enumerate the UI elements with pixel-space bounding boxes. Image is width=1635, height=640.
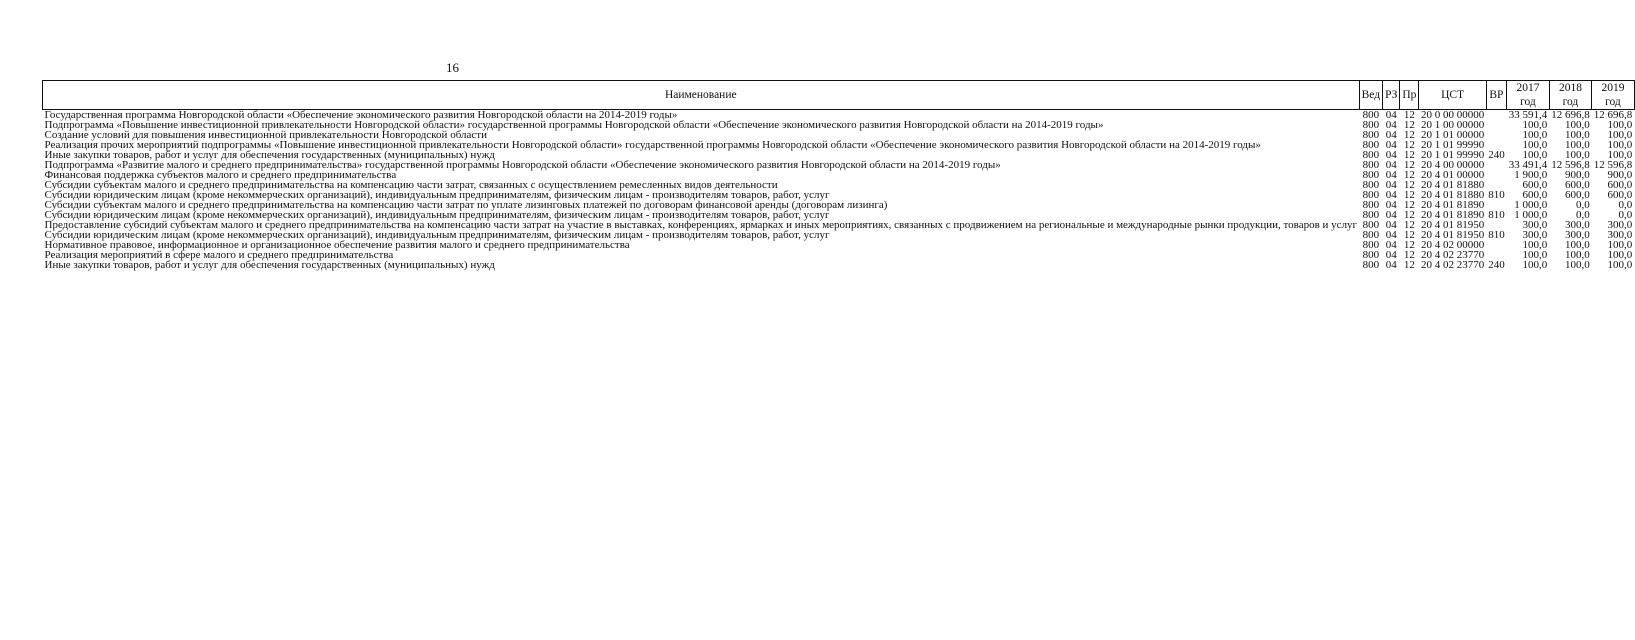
- value-2017-cell: 600,0: [1522, 179, 1548, 191]
- vr-cell: 240: [1488, 259, 1505, 271]
- rz-cell: 04: [1385, 159, 1397, 171]
- value-2018-cell: 600,0: [1564, 189, 1590, 201]
- cst-cell: 20 4 01 81950: [1420, 229, 1485, 241]
- value-2019-cell: 100,0: [1607, 119, 1633, 131]
- vr-cell: 810: [1488, 209, 1505, 221]
- page-number: 16: [446, 60, 459, 75]
- value-2018-cell: 0,0: [1575, 199, 1590, 211]
- value-2018-cell: 300,0: [1564, 229, 1590, 241]
- name-cell: Предоставление субсидий субъектам малого и среднего предпринимательства на компенсацию части затрат на участие в выставках, конференциях, ярмарках и иных мероприятиях, связанных с продвижением на региональные и международные рынки продукции, товаров и услуг: [44, 219, 1358, 231]
- pr-cell: 12: [1403, 199, 1415, 211]
- cst-cell: 20 4 01 81890: [1420, 199, 1485, 211]
- value-2017-cell: 600,0: [1522, 189, 1548, 201]
- ved-cell: 800: [1362, 149, 1380, 161]
- value-2019-cell: 12 596,8: [1593, 159, 1633, 171]
- value-2018-cell: 12 696,8: [1551, 109, 1590, 121]
- ved-cell: 800: [1362, 169, 1380, 181]
- name-cell: Подпрограмма «Развитие малого и среднего предпринимательства» государственной программы Новгородской области «Обеспечение экономического развития Новгородской области на 2014-2019 годы»: [44, 159, 1001, 171]
- value-2019-cell: 0,0: [1618, 199, 1633, 211]
- value-2019-cell: 600,0: [1607, 189, 1633, 201]
- name-cell: Подпрограмма «Повышение инвестиционной привлекательности Новгородской области» государственной программы Новгородской области «Обеспечение экономического развития Новгородской области на 2014-2019 годы»: [44, 119, 1104, 131]
- vr-cell: [1486, 120, 1507, 130]
- name-cell: Иные закупки товаров, работ и услуг для обеспечения государственных (муниципальных) нужд: [44, 149, 495, 161]
- cst-cell: 20 4 00 00000: [1420, 159, 1485, 171]
- pr-cell: 12: [1403, 129, 1415, 141]
- pr-cell: 12: [1403, 249, 1415, 261]
- ved-cell: 800: [1362, 119, 1380, 131]
- table-header-row: [43, 81, 1635, 110]
- rz-cell: 04: [1385, 129, 1397, 141]
- pr-cell: 12: [1403, 169, 1415, 181]
- vr-cell: [1486, 110, 1507, 121]
- ved-cell: 800: [1362, 139, 1380, 151]
- value-2017-cell: 33 591,4: [1508, 109, 1548, 121]
- pr-cell: 12: [1403, 189, 1415, 201]
- cst-cell: 20 1 01 00000: [1420, 129, 1485, 141]
- cst-cell: 20 4 01 00000: [1420, 169, 1485, 181]
- pr-cell: 12: [1403, 219, 1415, 231]
- rz-cell: 04: [1385, 149, 1397, 161]
- ved-cell: 800: [1362, 239, 1380, 251]
- name-cell: Субсидии субъектам малого и среднего предпринимательства на компенсацию части затрат, связанных с осуществлением ремесленных видов деятельности: [44, 179, 778, 191]
- value-2018-cell: 900,0: [1564, 169, 1590, 181]
- rz-cell: 04: [1385, 189, 1397, 201]
- name-cell: Субсидии субъектам малого и среднего предпринимательства на компенсацию части затрат по уплате лизинговых платежей по договорам финансовой аренды (договорам лизинга): [44, 199, 888, 211]
- ved-cell: 800: [1362, 189, 1380, 201]
- value-2017-cell: 100,0: [1522, 149, 1548, 161]
- header-2017: 2017 год: [1507, 81, 1550, 110]
- header-2019: 2019 год: [1592, 81, 1635, 110]
- header-pr: Пр: [1400, 81, 1419, 110]
- value-2018-cell: 100,0: [1564, 239, 1590, 251]
- pr-cell: 12: [1403, 259, 1415, 271]
- value-2017-cell: 100,0: [1522, 239, 1548, 251]
- table-body: [43, 110, 1635, 271]
- ved-cell: 800: [1362, 229, 1380, 241]
- budget-table: [42, 80, 1635, 270]
- rz-cell: 04: [1385, 179, 1397, 191]
- ved-cell: 800: [1362, 109, 1380, 121]
- pr-cell: 12: [1403, 209, 1415, 221]
- rz-cell: 04: [1385, 229, 1397, 241]
- name-cell: Иные закупки товаров, работ и услуг для обеспечения государственных (муниципальных) нужд: [44, 259, 495, 271]
- value-2019-cell: 100,0: [1607, 149, 1633, 161]
- vr-cell: [1486, 160, 1507, 170]
- cst-cell: 20 4 01 81880: [1420, 189, 1485, 201]
- cst-cell: 20 4 01 81950: [1420, 219, 1485, 231]
- ved-cell: 800: [1362, 219, 1380, 231]
- value-2019-cell: 100,0: [1607, 259, 1633, 271]
- table-row: [43, 260, 1635, 270]
- value-2019-cell: 300,0: [1607, 219, 1633, 231]
- value-2019-cell: 100,0: [1607, 129, 1633, 141]
- name-cell: Реализация мероприятий в сфере малого и среднего предпринимательства: [44, 249, 394, 261]
- name-cell: Субсидии юридическим лицам (кроме некоммерческих организаций), индивидуальным предпринимателям, физическим лицам - производителям товаров, работ, услуг: [44, 189, 830, 201]
- vr-cell: 810: [1488, 189, 1505, 201]
- vr-cell: [1486, 170, 1507, 180]
- value-2019-cell: 100,0: [1607, 249, 1633, 261]
- cst-cell: 20 4 02 23770: [1420, 249, 1485, 261]
- value-2017-cell: 33 491,4: [1508, 159, 1548, 171]
- vr-cell: [1486, 130, 1507, 140]
- cst-cell: 20 1 01 99990: [1420, 139, 1485, 151]
- header-rz: РЗ: [1383, 81, 1400, 110]
- value-2017-cell: 100,0: [1522, 259, 1548, 271]
- pr-cell: 12: [1403, 179, 1415, 191]
- name-cell: Субсидии юридическим лицам (кроме некоммерческих организаций), индивидуальным предпринимателям, физическим лицам - производителям товаров, работ, услуг: [44, 229, 830, 241]
- value-2018-cell: 100,0: [1564, 139, 1590, 151]
- vr-cell: 810: [1488, 229, 1505, 241]
- name-cell: Государственная программа Новгородской области «Обеспечение экономического развития Новгородской области на 2014-2019 годы»: [44, 109, 678, 121]
- name-cell: Создание условий для повышения инвестиционной привлекательности Новгородской области: [44, 129, 487, 141]
- rz-cell: 04: [1385, 259, 1397, 271]
- name-cell: Реализация прочих мероприятий подпрограммы «Повышение инвестиционной привлекательности Новгородской области» государственной программы Новгородской области «Обеспечение экономического развития Новгородской области на 2014-2019 годы»: [44, 139, 1261, 151]
- value-2017-cell: 100,0: [1522, 129, 1548, 141]
- value-2018-cell: 300,0: [1564, 219, 1590, 231]
- value-2017-cell: 1 000,0: [1514, 199, 1548, 211]
- value-2019-cell: 100,0: [1607, 139, 1633, 151]
- rz-cell: 04: [1385, 109, 1397, 121]
- cst-cell: 20 4 01 81880: [1420, 179, 1485, 191]
- value-2019-cell: 300,0: [1607, 229, 1633, 241]
- rz-cell: 04: [1385, 169, 1397, 181]
- value-2018-cell: 100,0: [1564, 259, 1590, 271]
- value-2017-cell: 100,0: [1522, 139, 1548, 151]
- header-2018: 2018 год: [1549, 81, 1592, 110]
- value-2019-cell: 12 696,8: [1593, 109, 1633, 121]
- vr-cell: 240: [1488, 149, 1505, 161]
- rz-cell: 04: [1385, 239, 1397, 251]
- pr-cell: 12: [1403, 109, 1415, 121]
- name-cell: Финансовая поддержка субъектов малого и среднего предпринимательства: [44, 169, 397, 181]
- pr-cell: 12: [1403, 159, 1415, 171]
- rz-cell: 04: [1385, 139, 1397, 151]
- ved-cell: 800: [1362, 209, 1380, 221]
- value-2017-cell: 300,0: [1522, 229, 1548, 241]
- value-2018-cell: 100,0: [1564, 129, 1590, 141]
- rz-cell: 04: [1385, 119, 1397, 131]
- value-2018-cell: 600,0: [1564, 179, 1590, 191]
- pr-cell: 12: [1403, 119, 1415, 131]
- value-2017-cell: 1 000,0: [1514, 209, 1548, 221]
- value-2017-cell: 1 900,0: [1514, 169, 1548, 181]
- value-2018-cell: 100,0: [1564, 149, 1590, 161]
- pr-cell: 12: [1403, 139, 1415, 151]
- value-2018-cell: 12 596,8: [1551, 159, 1590, 171]
- cst-cell: 20 1 00 00000: [1420, 119, 1485, 131]
- value-2018-cell: 100,0: [1564, 249, 1590, 261]
- cst-cell: 20 4 01 81890: [1420, 209, 1485, 221]
- header-cst: ЦСТ: [1419, 81, 1486, 110]
- ved-cell: 800: [1362, 179, 1380, 191]
- value-2019-cell: 900,0: [1607, 169, 1633, 181]
- header-ved: Вед: [1359, 81, 1382, 110]
- ved-cell: 800: [1362, 259, 1380, 271]
- cst-cell: 20 1 01 99990: [1420, 149, 1485, 161]
- ved-cell: 800: [1362, 249, 1380, 261]
- rz-cell: 04: [1385, 249, 1397, 261]
- cst-cell: 20 0 00 00000: [1420, 109, 1485, 121]
- pr-cell: 12: [1403, 149, 1415, 161]
- cst-cell: 20 4 02 23770: [1420, 259, 1485, 271]
- cst-cell: 20 4 02 00000: [1420, 239, 1485, 251]
- value-2019-cell: 0,0: [1618, 209, 1633, 221]
- pr-cell: 12: [1403, 229, 1415, 241]
- value-2017-cell: 300,0: [1522, 219, 1548, 231]
- rz-cell: 04: [1385, 199, 1397, 211]
- name-cell: Субсидии юридическим лицам (кроме некоммерческих организаций), индивидуальным предпринимателям, физическим лицам - производителям товаров, работ, услуг: [44, 209, 830, 221]
- rz-cell: 04: [1385, 209, 1397, 221]
- vr-cell: [1486, 240, 1507, 250]
- value-2019-cell: 600,0: [1607, 179, 1633, 191]
- ved-cell: 800: [1362, 199, 1380, 211]
- ved-cell: 800: [1362, 159, 1380, 171]
- pr-cell: 12: [1403, 239, 1415, 251]
- name-cell: Нормативное правовое, информационное и организационное обеспечение развития малого и среднего предпринимательства: [44, 239, 630, 251]
- value-2017-cell: 100,0: [1522, 119, 1548, 131]
- value-2018-cell: 100,0: [1564, 119, 1590, 131]
- value-2018-cell: 0,0: [1575, 209, 1590, 221]
- value-2019-cell: 100,0: [1607, 239, 1633, 251]
- header-name: Наименование: [43, 81, 1360, 110]
- rz-cell: 04: [1385, 219, 1397, 231]
- value-2017-cell: 100,0: [1522, 249, 1548, 261]
- ved-cell: 800: [1362, 129, 1380, 141]
- header-vr: ВР: [1486, 81, 1507, 110]
